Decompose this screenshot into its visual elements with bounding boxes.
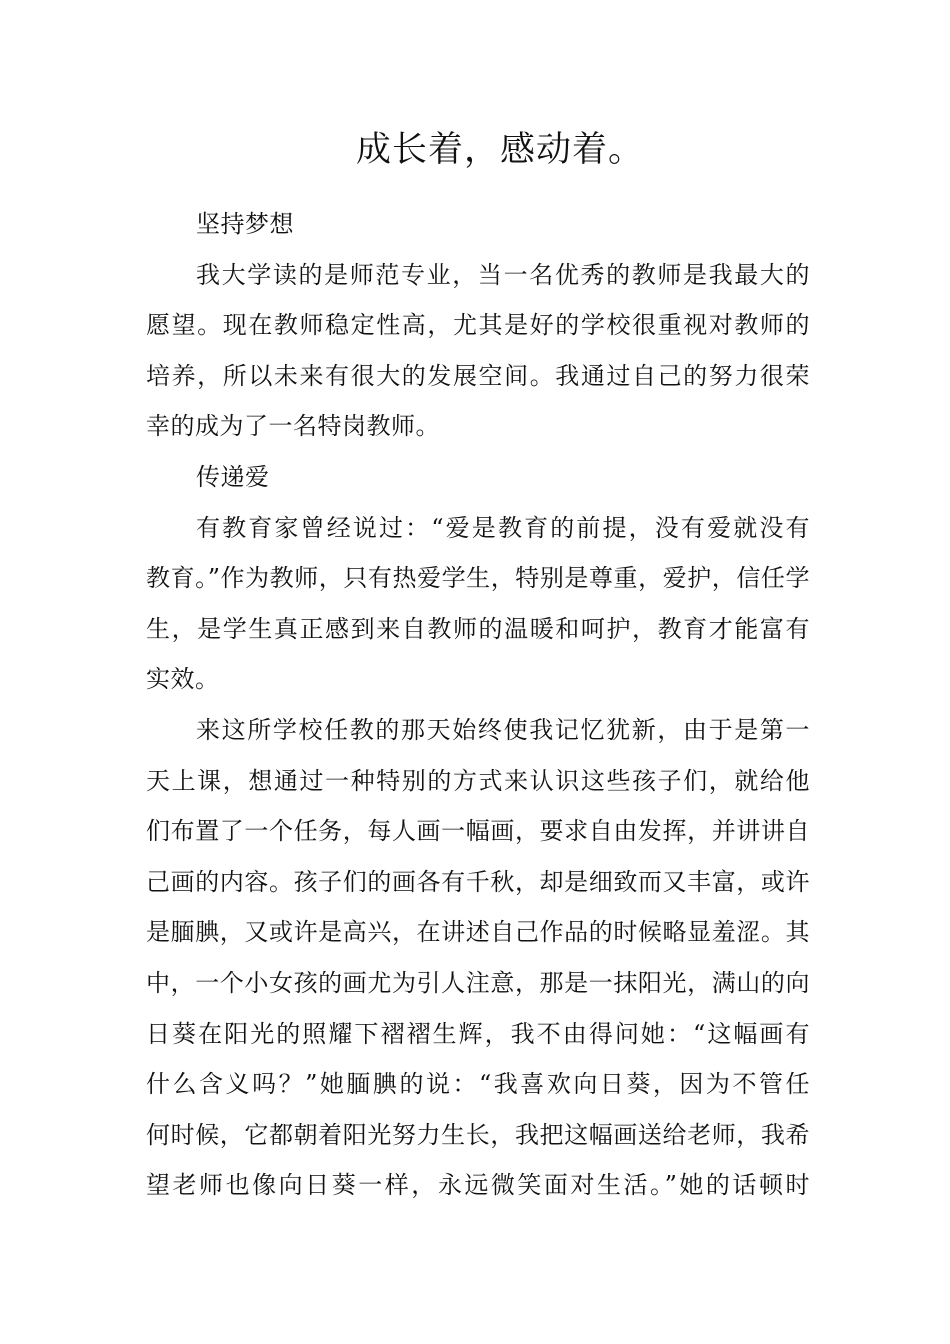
document-body [146, 199, 810, 1211]
paragraph-line: 中，一个小女孩的画尤为引人注意，那是一抹阳光，满山的向 [146, 968, 810, 997]
paragraph-line: 愿望。现在教师稳定性高，尤其是好的学校很重视对教师的 [146, 311, 810, 340]
paragraph-line: 是腼腆，又或许是高兴，在讲述自己作品的时候略显羞涩。其 [146, 918, 810, 947]
section-heading: 坚持梦想 [196, 210, 294, 238]
paragraph-line: 我大学读的是师范专业，当一名优秀的教师是我最大的 [196, 260, 810, 289]
paragraph-line: 教育。”作为教师，只有热爱学生，特别是尊重，爱护，信任学 [146, 564, 810, 593]
paragraph-line: 幸的成为了一名特岗教师。 [146, 412, 440, 441]
paragraph-line: 培养，所以未来有很大的发展空间。我通过自己的努力很荣 [146, 361, 810, 390]
paragraph-line: 望老师也像向日葵一样，永远微笑面对生活。”她的话顿时 [146, 1171, 810, 1200]
document-title: 成长着，感动着。 [355, 130, 644, 170]
paragraph-line: 什么含义吗？”她腼腆的说：“我喜欢向日葵，因为不管任 [146, 1070, 810, 1099]
paragraph-line: 日葵在阳光的照耀下褶褶生辉，我不由得问她：“这幅画有 [146, 1019, 810, 1048]
paragraph-line: 有教育家曾经说过：“爱是教育的前提，没有爱就没有 [196, 513, 810, 542]
paragraph-line: 天上课，想通过一种特别的方式来认识这些孩子们，就给他 [146, 766, 810, 795]
paragraph-line: 们布置了一个任务，每人画一幅画，要求自由发挥，并讲讲自 [146, 817, 810, 846]
paragraph-line: 己画的内容。孩子们的画各有千秋，却是细致而又丰富，或许 [146, 867, 810, 896]
paragraph-line: 生，是学生真正感到来自教师的温暖和呵护，教育才能富有 [146, 614, 810, 643]
paragraph-line: 来这所学校任教的那天始终使我记忆犹新，由于是第一 [196, 715, 810, 744]
section-heading: 传递爱 [196, 462, 270, 491]
paragraph-line: 实效。 [146, 665, 220, 694]
paragraph-line: 何时候，它都朝着阳光努力生长，我把这幅画送给老师，我希 [146, 1120, 810, 1149]
